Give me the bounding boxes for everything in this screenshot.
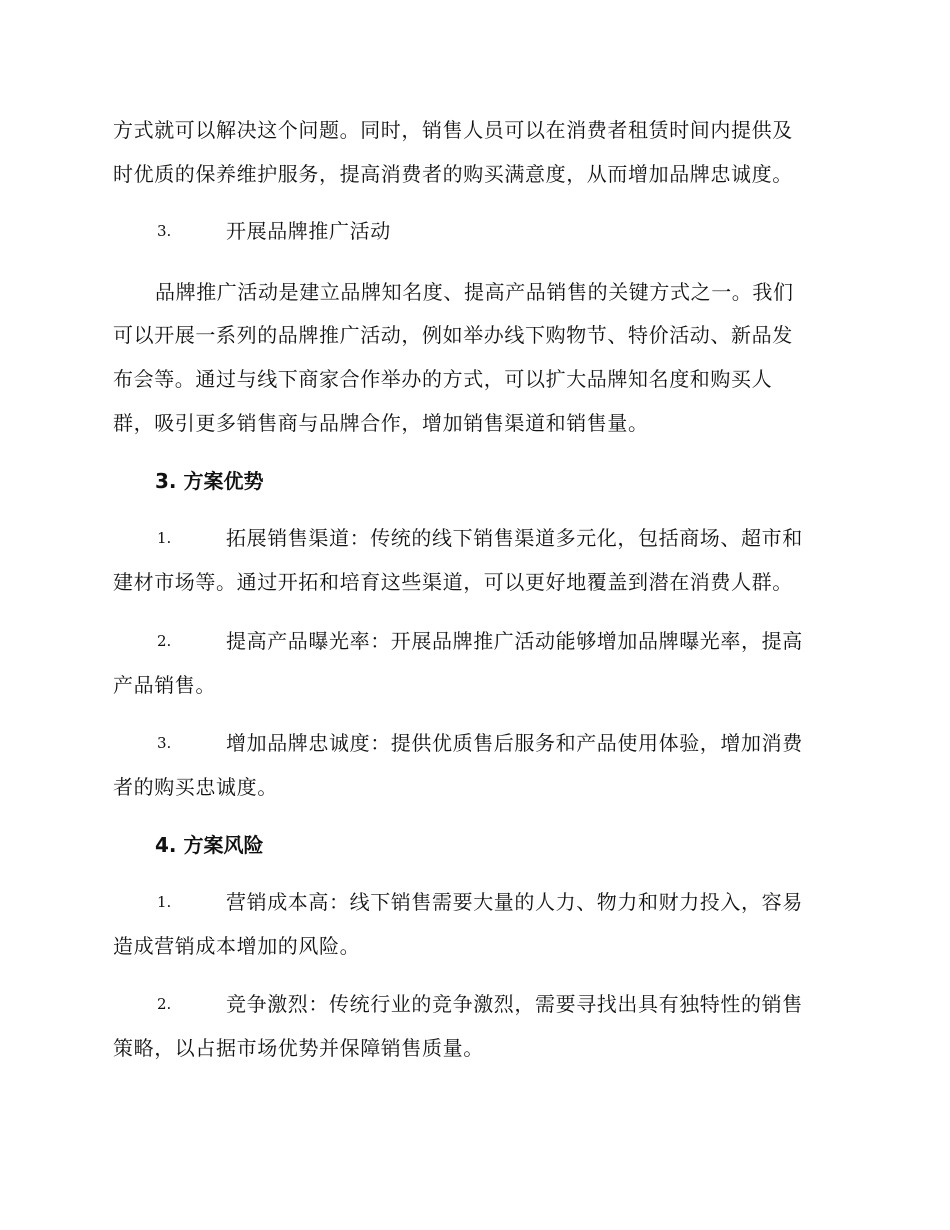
risk-1-line-1: 营销成本高：线下销售需要大量的人力、物力和财力投入，容易 [226,890,803,914]
intro-line-1: 方式就可以解决这个问题。同时，销售人员可以在消费者租赁时间内提供及 [113,118,793,142]
risk-2-line-1: 竞争激烈：传统行业的竞争激烈，需要寻找出具有独特性的销售 [226,992,803,1016]
item-3-paragraph-line-3: 布会等。通过与线下商家合作举办的方式，可以扩大品牌知名度和购买人 [113,367,773,391]
advantage-1-number: 1. [157,529,172,547]
advantage-3-line-1: 增加品牌忠诚度：提供优质售后服务和产品使用体验，增加消费 [226,731,803,755]
section-4-heading: 4. 方案风险 [155,833,264,857]
risk-1-number: 1. [157,893,172,911]
item-3-number: 3. [157,222,172,240]
advantage-3-line-2: 者的购买忠诚度。 [113,775,278,799]
advantage-2-line-1: 提高产品曝光率：开展品牌推广活动能够增加品牌曝光率，提高 [226,629,803,653]
item-3-paragraph-line-4: 群，吸引更多销售商与品牌合作，增加销售渠道和销售量。 [113,411,649,435]
section-3-heading: 3. 方案优势 [155,469,264,493]
risk-2-line-2: 策略，以占据市场优势并保障销售质量。 [113,1036,484,1060]
advantage-2-number: 2. [157,632,172,650]
risk-1-line-2: 造成营销成本增加的风险。 [113,934,361,958]
item-3-paragraph-line-1: 品牌推广活动是建立品牌知名度、提高产品销售的关键方式之一。我们 [155,280,794,304]
advantage-1-line-2: 建材市场等。通过开拓和培育这些渠道，可以更好地覆盖到潜在消费人群。 [113,570,793,594]
item-3-title: 开展品牌推广活动 [226,219,391,243]
risk-2-number: 2. [157,995,172,1013]
intro-line-2: 时优质的保养维护服务，提高消费者的购买满意度，从而增加品牌忠诚度。 [113,162,793,186]
item-3-paragraph-line-2: 可以开展一系列的品牌推广活动，例如举办线下购物节、特价活动、新品发 [113,323,793,347]
advantage-1-line-1: 拓展销售渠道：传统的线下销售渠道多元化，包括商场、超市和 [226,526,803,550]
advantage-3-number: 3. [157,734,172,752]
advantage-2-line-2: 产品销售。 [113,673,216,697]
